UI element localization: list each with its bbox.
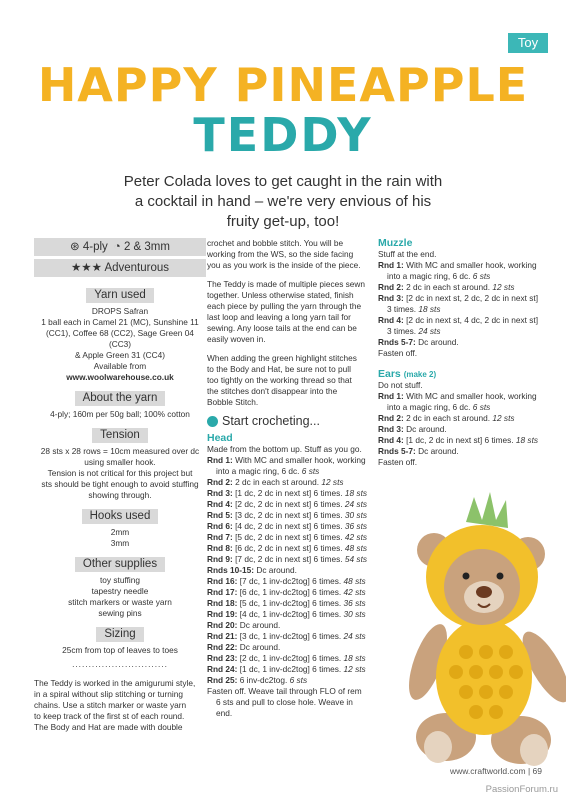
head-finish: Fasten off. Weave tail through FLO of rem	[207, 686, 362, 696]
about-yarn-heading: About the yarn	[75, 391, 166, 406]
intro-paragraph: The Teddy is worked in the amigurumi style, in a spiral without slip stitching or turning chains. Use a stitch marker or waste yarn to keep track of the first st of each round. The Body and Hat are made with double	[34, 678, 196, 732]
pattern-row: Rnd 2: 2 dc in each st around. 12 sts	[378, 413, 515, 423]
pattern-row: Rnd 1: With MC and smaller hook, working	[378, 391, 537, 401]
pattern-row: Rnd 5: [3 dc, 2 dc in next st] 6 times. 30 sts	[207, 510, 368, 520]
yarn-weight: ⊛ 4-ply	[70, 241, 108, 253]
tension-text: 28 sts x 28 rows = 10cm measured over dc using smaller hook. Tension is not critical for this project but sts should be tight enough to avoid stuffing showing through.	[40, 446, 200, 500]
start-crocheting-heading: Start crocheting...	[207, 416, 371, 427]
pattern-row: Rnd 4: [2 dc in next st, 4 dc, 2 dc in next st]	[378, 315, 539, 325]
sizing-heading: Sizing	[96, 627, 143, 642]
pattern-row: Rnd 19: [4 dc, 1 inv-dc2tog] 6 times. 30 sts	[207, 609, 366, 619]
pineapple-teddy-photo	[396, 492, 566, 782]
supplies-heading: Other supplies	[75, 557, 165, 572]
head-intro: Made from the bottom up. Stuff as you go.	[207, 444, 362, 454]
muzzle-heading: Muzzle	[378, 237, 413, 249]
muzzle-finish: Fasten off.	[378, 348, 418, 358]
head-finish-2: 6 sts and pull to close hole. Weave in end.	[216, 697, 353, 718]
pattern-row: Rnd 1: With MC and smaller hook, working	[207, 455, 366, 465]
muzzle-intro: Stuff at the end.	[378, 249, 437, 259]
body-paragraph: When adding the green highlight stitches to the Body and Hat, be sure not to pull too tightly on the working thread so that the stitches don't disappear into the Bobble Stitch.	[207, 353, 357, 407]
watermark: PassionForum.ru	[485, 784, 558, 795]
muzzle-pattern	[378, 260, 543, 348]
hook-size: ◔ 2 & 3mm	[113, 241, 170, 253]
pattern-row-cont: 3 times. 18 sts	[387, 304, 441, 314]
yarn-used-heading: Yarn used	[86, 288, 154, 303]
level-label: Adventurous	[104, 262, 170, 274]
start-bullet-icon	[207, 416, 218, 427]
yarn-used-text: DROPS Safran 1 ball each in Camel 21 (MC), Sunshine 11 (CC1), Coffee 68 (CC2), Sage Green 04 (CC3) & Apple Green 31 (CC4) Available from www.woolwarehouse.co.uk	[34, 306, 206, 383]
pattern-row: Rnd 16: [7 dc, 1 inv-dc2tog] 6 times. 48 sts	[207, 576, 366, 586]
pattern-row: Rnd 6: [4 dc, 2 dc in next st] 6 times. 36 sts	[207, 521, 368, 531]
pattern-row: Rnd 3: Dc around.	[378, 424, 447, 434]
meta-bar	[34, 238, 206, 256]
footer-site: www.craftworld.com	[449, 766, 526, 776]
pattern-row: Rnd 23: [2 dc, 1 inv-dc2tog] 6 times. 18 sts	[207, 653, 366, 663]
pattern-row-cont: into a magic ring, 6 dc. 6 sts	[387, 402, 491, 412]
skill-level	[34, 259, 206, 277]
pattern-row: Rnds 10-15: Dc around.	[207, 565, 297, 575]
pattern-row: Rnd 24: [1 dc, 1 inv-dc2tog] 6 times. 12 sts	[207, 664, 366, 674]
ears-intro: Do not stuff.	[378, 380, 423, 390]
pattern-row: Rnd 9: [7 dc, 2 dc in next st] 6 times. 54 sts	[207, 554, 368, 564]
page-title-line2: TEDDY	[193, 108, 373, 162]
section-tag: Toy	[508, 33, 548, 53]
body-paragraph: crochet and bobble stitch. You will be working from the WS, so the side facing you as you work is the inside of the piece.	[207, 238, 361, 270]
instructions-column	[207, 238, 371, 719]
ears-finish: Fasten off.	[378, 457, 418, 467]
head-pattern	[207, 455, 371, 686]
pattern-column	[378, 238, 543, 468]
dotted-divider: .............................	[72, 659, 168, 669]
page-footer: www.craftworld.com | 69	[449, 766, 542, 776]
info-column	[34, 238, 206, 733]
pattern-row: Rnd 3: [2 dc in next st, 2 dc, 2 dc in next st]	[378, 293, 539, 303]
crochet-hook-icon: ◔	[113, 241, 121, 253]
pattern-row: Rnd 2: 2 dc in each st around. 12 sts	[378, 282, 515, 292]
body-paragraph: The Teddy is made of multiple pieces sewn together. Unless otherwise stated, finish each piece by pulling the yarn through the last loop and leaving a long yarn tail for sewing. Any loose tails at the end can be easily woven in.	[207, 279, 366, 344]
pattern-row-cont: 3 times. 24 sts	[387, 326, 441, 336]
ears-pattern	[378, 391, 543, 457]
pattern-row: Rnd 21: [3 dc, 1 inv-dc2tog] 6 times. 24 sts	[207, 631, 366, 641]
pattern-row: Rnd 18: [5 dc, 1 inv-dc2tog] 6 times. 36 sts	[207, 598, 366, 608]
pattern-row-cont: into a magic ring, 6 dc. 6 sts	[216, 466, 320, 476]
hooks-text: 2mm 3mm	[110, 527, 130, 548]
level-stars: ★★★	[70, 262, 102, 274]
pattern-row: Rnd 4: [2 dc, 2 dc in next st] 6 times. 24 sts	[207, 499, 368, 509]
sizing-text: 25cm from top of leaves to toes	[62, 645, 178, 655]
pattern-row-cont: into a magic ring, 6 dc. 6 sts	[387, 271, 491, 281]
pattern-row: Rnd 17: [6 dc, 1 inv-dc2tog] 6 times. 42 sts	[207, 587, 366, 597]
about-yarn-text: 4-ply; 160m per 50g ball; 100% cotton	[50, 409, 190, 419]
pattern-row: Rnd 8: [6 dc, 2 dc in next st] 6 times. 48 sts	[207, 543, 368, 553]
head-heading: Head	[207, 432, 233, 444]
pattern-row: Rnd 22: Dc around.	[207, 642, 281, 652]
tension-heading: Tension	[92, 428, 148, 443]
supplies-text: toy stuffing tapestry needle stitch markers or waste yarn sewing pins	[68, 575, 172, 618]
pattern-row: Rnd 7: [5 dc, 2 dc in next st] 6 times. 42 sts	[207, 532, 368, 542]
page-title-line1: HAPPY PINEAPPLE	[37, 58, 529, 112]
pattern-row: Rnds 5-7: Dc around.	[378, 337, 459, 347]
ball-of-yarn-icon: ⊛	[70, 241, 80, 253]
page-number: 69	[532, 766, 542, 776]
pattern-row: Rnd 3: [1 dc, 2 dc in next st] 6 times. 18 sts	[207, 488, 368, 498]
ears-heading: Ears (make 2)	[378, 368, 437, 380]
pattern-row: Rnd 20: Dc around.	[207, 620, 281, 630]
intro-text: Peter Colada loves to get caught in the rain with a cocktail in hand – we're very envious of his fruity get-up, too!	[123, 173, 443, 230]
pattern-row: Rnd 25: 6 inv-dc2tog. 6 sts	[207, 675, 308, 685]
pattern-row: Rnd 4: [1 dc, 2 dc in next st] 6 times. 18 sts	[378, 435, 539, 445]
pattern-row: Rnd 1: With MC and smaller hook, working	[378, 260, 537, 270]
pattern-row: Rnds 5-7: Dc around.	[378, 446, 459, 456]
pattern-row: Rnd 2: 2 dc in each st around. 12 sts	[207, 477, 344, 487]
supplier-link[interactable]: www.woolwarehouse.co.uk	[66, 372, 174, 382]
hooks-heading: Hooks used	[82, 509, 159, 524]
